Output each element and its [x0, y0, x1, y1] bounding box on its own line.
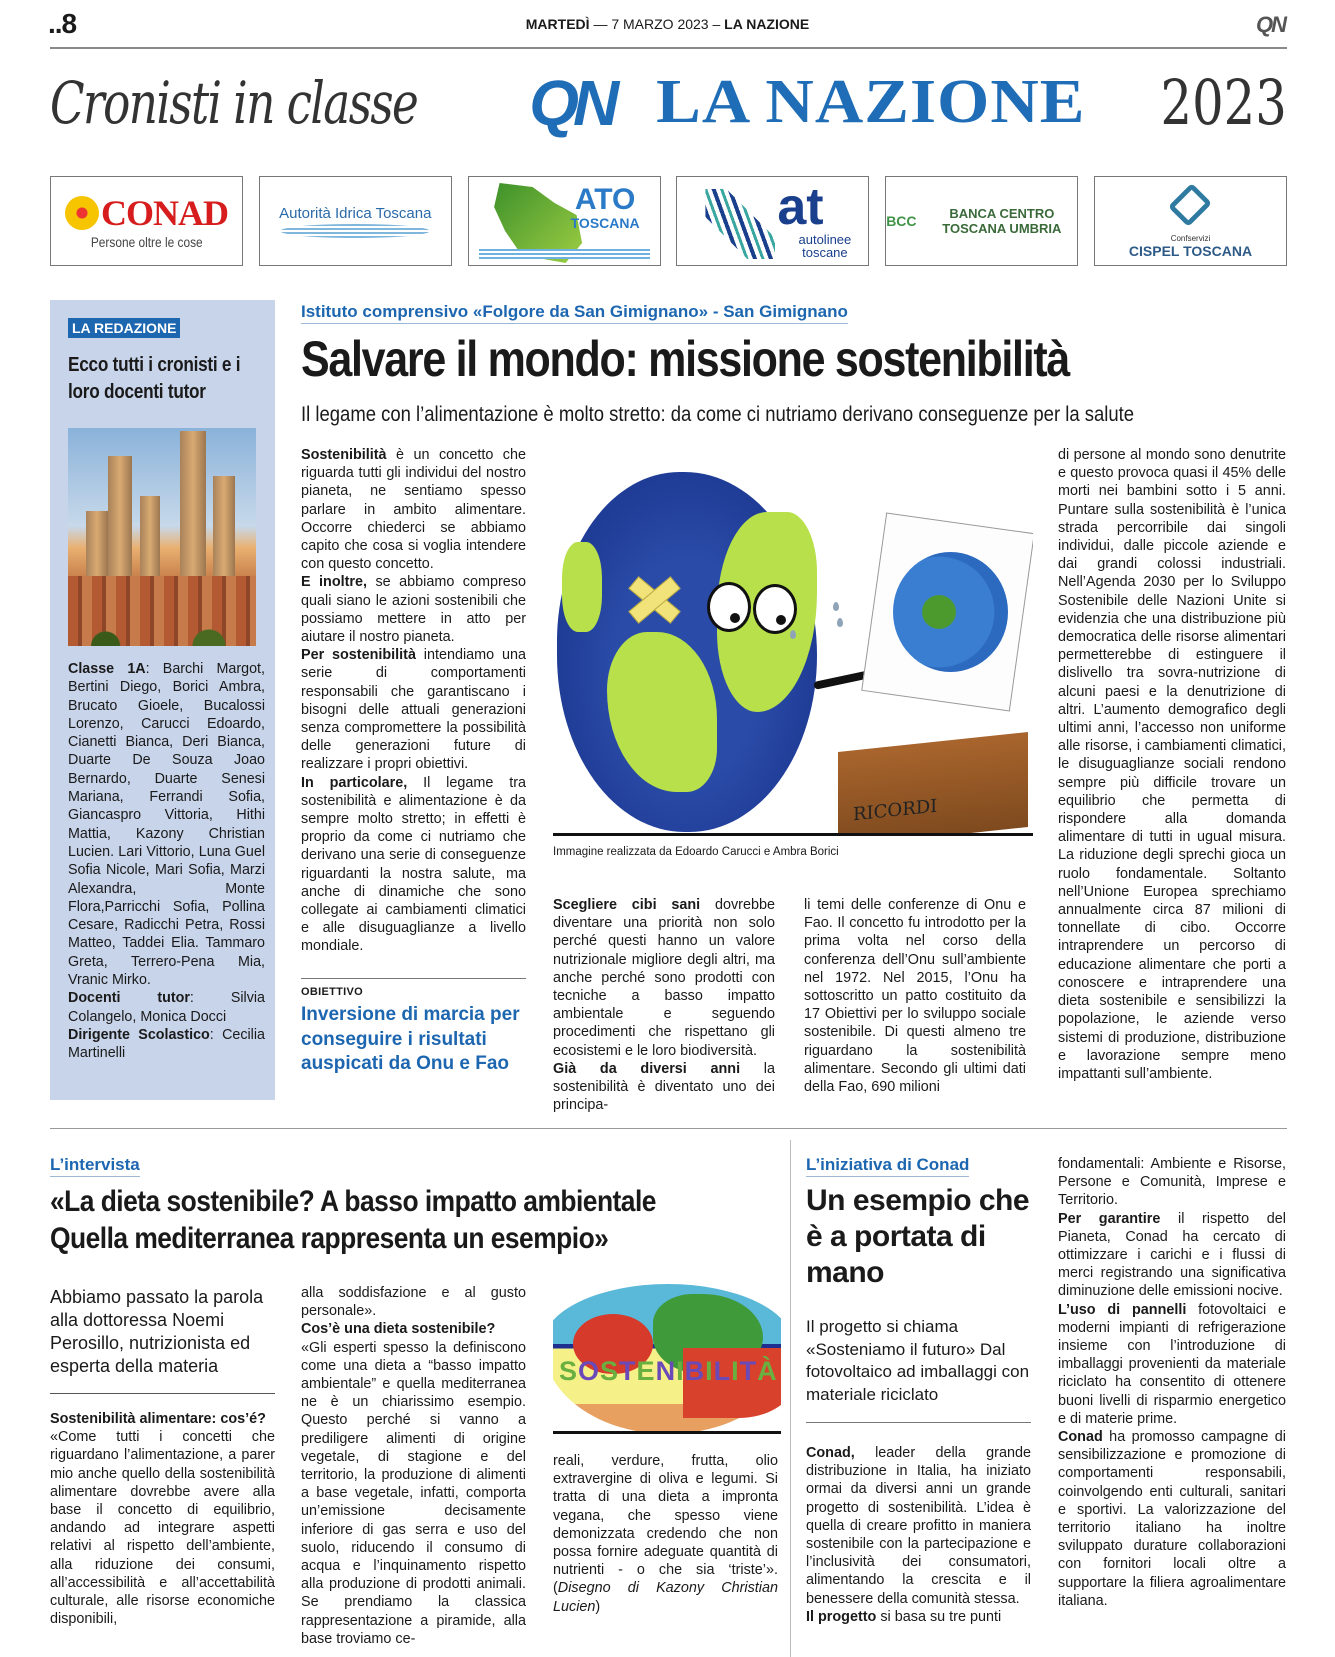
interview-column-2 — [301, 1284, 526, 1648]
interview-headline — [50, 1183, 656, 1257]
banner-script-title: Cronisti in classe — [50, 68, 418, 137]
headline-line-2: Quella mediterranea rappresenta un esempio» — [50, 1222, 609, 1255]
paragraph-lead: Sostenibilità — [301, 447, 387, 463]
paragraph-text: la sostenibilità è diventato uno dei principa- — [553, 1060, 775, 1114]
dateline-date: 7 MARZO 2023 — [611, 16, 709, 32]
dateline — [0, 16, 1335, 32]
headline-line-1: «La dieta sostenibile? A basso impatto ambientale — [50, 1185, 656, 1218]
sponsor-bcc[interactable] — [885, 176, 1078, 266]
article-column-2 — [553, 896, 775, 1114]
drawing-letter: I — [705, 1356, 714, 1386]
sidebar-roster — [68, 660, 265, 1063]
sponsor-tagline: autolinee toscane — [798, 232, 852, 260]
sidebar-tag: LA REDAZIONE — [68, 318, 180, 338]
tear-icon — [837, 618, 843, 627]
article-kicker: Istituto comprensivo «Folgore da San Gimignano» - San Gimignano — [301, 302, 848, 324]
paragraph-lead: Conad, — [806, 1445, 855, 1461]
tutor-names: : Silvia Colangelo, Monica Docci — [68, 990, 265, 1025]
paragraph — [1058, 1210, 1286, 1301]
paragraph-lead: Già da diversi anni — [553, 1060, 741, 1077]
drawing-letter: S — [600, 1356, 620, 1386]
conad-column-2 — [1058, 1155, 1286, 1610]
banner-year: 2023 — [1160, 66, 1287, 139]
sponsor-name: at — [777, 178, 824, 236]
article-headline: Salvare il mondo: missione sostenibilità — [301, 331, 1070, 387]
paragraph-text: se abbiamo compreso quali siano le azioni sostenibili che possiamo mettere in atto per aiutare il nostro pianeta. — [301, 574, 526, 646]
sponsor-tagline: TOSCANA — [570, 215, 640, 231]
article-column-4: di persone al mondo sono denutrite e questo provoca quasi il 45% delle morti nei bambini sotto i 5 anni. Puntare sulla sostenibilità è l’unica strada percorribile dai singoli individui, dalle piccole aziende e dai grandi colossi industriali. Nell’Agenda 2030 per lo Sviluppo Sostenibile delle Nazioni Unite si evidenzia che una distribuzione più democratica delle risorse alimentari permetterebbe di estinguere il dislivello tra sovra-nutrizione di alcuni paesi e la denutrizione di altri. L’aumento demografico degli ultimi anni, l’accesso non uniforme alle risorse, i cambiamenti climatici, le disuguaglianze sociali rendono sempre più difficile trovare un equilibrio che permetta di rispondere alla domanda alimentare di tutti in ugual misura. La riduzione degli sprechi gioca un ruolo fondamentale. Soltanto nell’Unione Europea sprechiamo annualmente circa 87 milioni di tonnellate di cibo. Occorre intraprendere un percorso di educazione alimentare che porti a conoscere e intraprendere una dieta sostenibile e sensibilizzi la popolazione, le aziende verso sistemi di produzione, distribuzione e lavorazione sempre meno impattanti sull’ambiente. — [1058, 447, 1286, 1082]
conad-divider — [806, 1422, 1031, 1423]
sidebar-redazione — [50, 300, 275, 1100]
paragraph — [553, 1060, 775, 1115]
sostenibilita-drawing — [553, 1284, 781, 1434]
sponsor-conad[interactable] — [50, 176, 243, 266]
healthy-earth-icon — [893, 552, 1008, 672]
section-divider — [50, 1128, 1287, 1129]
sidebar-title: Ecco tutti i cronisti e i loro docenti tutor — [68, 354, 241, 403]
interview-kicker: L’intervista — [50, 1155, 140, 1177]
drawing-word — [559, 1356, 778, 1387]
globe-character — [557, 472, 817, 832]
article-column-1 — [301, 446, 526, 956]
eye-icon — [753, 584, 797, 634]
banner-paper-name: LA NAZIONE — [656, 68, 1086, 136]
dateline-paper: LA NAZIONE — [724, 16, 810, 32]
dateline-sep: — — [593, 16, 612, 32]
san-gimignano-photo — [68, 428, 256, 646]
drawing-letter: N — [655, 1356, 677, 1386]
sponsor-name: CISPEL TOSCANA — [1128, 242, 1253, 259]
road-stripes-icon — [705, 189, 775, 259]
sponsor-tagline: BANCA CENTRO TOSCANA UMBRIA — [942, 206, 1062, 236]
sponsor-tagline: Persone oltre le cose — [90, 234, 203, 250]
paragraph-text: leader della grande distribuzione in Italia, ha iniziato ormai da diversi anni un grande progetto di sostenibilità. L’idea è quella di creare profitto in maniera sostenibile con la partecipazione e l’inclusività dei consumatori, alimentando la crescita e il benessere della comunità stessa. — [806, 1445, 1031, 1607]
column-divider — [790, 1140, 791, 1657]
article-subheadline: Il legame con l’alimentazione è molto stretto: da come ci nutriamo derivano conseguenze per la salute — [301, 403, 1135, 426]
image-caption: Immagine realizzata da Edoardo Carucci e Ambra Borici — [553, 846, 839, 858]
paragraph-text: fondamentali: Ambiente e Risorse, Persone e Comunità, Imprese e Territorio. — [1058, 1156, 1286, 1209]
dateline-day: MARTEDÌ — [525, 16, 590, 32]
drawing-credit: Disegno di Kazony Christian Lucien — [553, 1580, 778, 1615]
sponsor-autorita-idrica[interactable] — [259, 176, 452, 266]
drawing-letter: B — [684, 1356, 706, 1386]
interview-intro: Abbiamo passato la parola alla dottoressa Noemi Perosillo, nutrizionista ed esperta della materia — [50, 1287, 264, 1376]
sponsor-name: CONAD — [101, 193, 228, 233]
paragraph — [1058, 1428, 1286, 1610]
tear-icon — [833, 602, 839, 611]
class-names: : Barchi Margot, Bertini Diego, Borici Ambra, Brucato Gioele, Bucalossi Lorenzo, Carucci Edoardo, Cianetti Bianca, Deri Bianca, Duarte De Souza Joao Bernardo, Duarte Senesi Mariana, Ferrandi Sofia, Giancaspro Vittoria, Hithi Mattia, Kazony Christian Lucien. Lari Vittorio, Luna Guel Sofia Nicole, Mari Sofia, Marzi Alexandra, Monte Flora,Parricchi Sofia, Pollina Cesare, Radicchi Petra, Rossi Matteo, Taddei Elia. Tammaro Greta, Terrero-Pena Mia, Vranic Mirko. — [68, 661, 265, 989]
trees — [68, 624, 256, 646]
memory-box-label: RICORDI — [853, 795, 938, 826]
paragraph-lead: Per sostenibilità — [301, 647, 416, 664]
paragraph-lead: In particolare, — [301, 774, 408, 791]
sponsor-cispel[interactable] — [1094, 176, 1287, 266]
drawing-letter: S — [559, 1356, 579, 1386]
sponsor-autolinee-toscane[interactable] — [676, 176, 869, 266]
paragraph — [1058, 1301, 1286, 1428]
paragraph-text: Il legame tra sostenibilità e alimentazione è da sempre molto stretto; in effetti è proprio da come ci nutriamo che derivano una serie di conseguenze riguardanti la nostra salute, ma anche di dinamiche che sono collegate ai cambiamenti climatici e alle disuguaglianze a livello mondiale. — [301, 774, 526, 955]
answer: «Gli esperti spesso la definiscono come una dieta a “basso impatto ambientale” e quella mediterranea ne è un chiarissimo esempio. Questo perché si vanno a prediligere alimenti di origine vegetale, di stagione e del territorio, la produzione di alimenti a base vegetale, infatti, comporta un’emissione decisamente inferiore di gas serra e uso del suolo, riducendo il consumo di acqua e l’inquinamento rispetto alla produzione di prodotti animali. Se prendiamo la classica rappresentazione a piramide, alla base troviamo ce- — [301, 1339, 526, 1647]
paragraph-text: fotovoltaici e moderni impianti di refrigerazione insieme con l’introduzione di imballaggi provenienti da materiale riciclato ha consentito di ottenere buoni livelli di risparmio energetico e di materie prime. — [1058, 1301, 1286, 1427]
section-banner — [50, 60, 1287, 145]
paragraph — [1058, 1155, 1286, 1210]
answer-continued: alla soddisfazione e al gusto personale». — [301, 1285, 526, 1320]
drawing-letter: O — [578, 1356, 601, 1386]
tutor-label: Docenti tutor — [68, 990, 190, 1007]
drawing-letter: I — [676, 1356, 685, 1386]
dateline-sep2: – — [712, 16, 725, 32]
question-text: Cos’è una dieta sostenibile? — [301, 1321, 496, 1338]
tear-icon — [790, 630, 796, 639]
qn-logo: QN — [529, 66, 614, 139]
box-label: OBIETTIVO — [301, 986, 363, 998]
header-divider — [50, 47, 1287, 49]
continent-shape — [607, 632, 717, 792]
paragraph — [301, 774, 526, 956]
sponsor-ato-toscana[interactable] — [468, 176, 661, 266]
drawing-letter: I — [731, 1356, 740, 1386]
interview-column-3 — [553, 1452, 778, 1616]
answer: «Come tutti i concetti che riguardano l’alimentazione, a parer mio anche quello della sostenibilità alimentare dovrebbe avere alla base il concetto di equilibrio, andando ad integrare aspetti relativi al rispetto dell’ambiente, alla riduzione dei consumi, all’accessibilità e all’accettabilità culturale, alle risorse economiche disponibili, — [50, 1429, 275, 1628]
conad-headline: Un esempio che è a portata di mano — [806, 1184, 1030, 1289]
paragraph — [806, 1608, 1031, 1626]
paragraph-text: ha promosso campagne di sensibilizzazione e promozione di comportamenti responsabili, coinvolgendo enti culturali, sanitari e sportivi. La valorizzazione del territorio italiano ha inoltre sviluppato durature collaborazioni con fornitori locali oltre a supportare la filiera agroalimentare italiana. — [1058, 1429, 1286, 1609]
drawing-letter: E — [636, 1356, 656, 1386]
class-label: Classe 1A — [68, 661, 146, 677]
paragraph — [553, 896, 775, 1060]
page-number: ..8 — [48, 8, 77, 39]
conad-column-1 — [806, 1444, 1031, 1626]
paragraph-lead: E inoltre, — [301, 574, 368, 591]
paragraph — [301, 573, 526, 646]
drawing-letter: T — [739, 1356, 758, 1386]
paragraph — [301, 646, 526, 773]
cispel-logo-icon — [1168, 182, 1212, 226]
question — [301, 1320, 526, 1338]
paragraph — [806, 1444, 1031, 1608]
paragraph-text: dovrebbe diventare una priorità non solo perché questi hanno un valore nutrizionale migliore degli altri, ma anche perché sono prodotti con tecniche a basso impatto ambientale e seguendo procedimenti che rispettano gli ecosistemi e le loro biodiversità. — [553, 897, 775, 1059]
conad-kicker: L’iniziativa di Conad — [806, 1155, 969, 1177]
paragraph-lead: Conad — [1058, 1429, 1103, 1446]
paragraph-text: il rispetto del Pianeta, Conad ha cercato di ottimizzare i carichi e i flussi di merci registrando una significativa diminuzione delle emissioni nocive. — [1058, 1210, 1286, 1300]
paragraph-lead: Per garantire — [1058, 1210, 1161, 1227]
eye-icon — [707, 582, 751, 632]
drawing-letter: L — [713, 1356, 732, 1386]
intro-divider — [50, 1393, 275, 1394]
paragraph-lead: Il progetto — [806, 1608, 877, 1625]
article-column-3: li temi delle conferenze di Onu e Fao. Il concetto fu introdotto per la prima volta nel corso della conferenza dell’Onu sull’ambiente nel 1972. Nel 2015, l’Onu ha sottoscritto un patto costituito da 17 Obiettivi per lo sviluppo sociale sostenibile. Di questi almeno tre riguardano la sostenibilità alimentare. Secondo gli ultimi dati della Fao, 690 milioni — [804, 897, 1026, 1096]
interview-column-1 — [50, 1410, 275, 1628]
answer-continued: reali, verdure, frutta, olio extravergine di oliva e legumi. Si tratta di una dieta a impronta vegana, che spesso viene demonizzata credendo che non possa fornire adeguate quantità di nutrienti - o che sia ‘triste’». ( — [553, 1453, 778, 1597]
sponsor-name: ATO — [574, 183, 636, 216]
paragraph-text: è un concetto che riguarda tutti gli individui del nostro pianeta, ne sentiamo spesso parlare in ambito alimentare. Occorre chiederci se abbiamo capito che cosa si voglia intendere con questo concetto. — [301, 447, 526, 573]
qn-corner-logo: QN — [1256, 12, 1285, 37]
sponsor-name: Autorità Idrica Toscana — [279, 204, 432, 222]
crying-earth-drawing — [553, 452, 1033, 836]
water-waves-icon — [479, 249, 650, 259]
sponsor-strip — [50, 176, 1287, 266]
continent-shape — [562, 542, 602, 632]
conad-subheadline: Il progetto si chiama «Sosteniamo il futuro» Dal fotovoltaico ad imballaggi con materiale riciclato — [806, 1317, 1030, 1404]
conad-flower-icon — [65, 196, 99, 230]
paragraph-text: intendiamo una serie di comportamenti responsabili che garantiscano i bisogni delle attuali generazioni senza compromettere la possibilità delle generazioni future di realizzare i propri obiettivi. — [301, 647, 526, 773]
box-title: Inversione di marcia per conseguire i risultati auspicati da Onu e Fao — [301, 1004, 520, 1074]
question-text: Sostenibilità alimentare: cos’é? — [50, 1411, 266, 1427]
paragraph-text: si basa su tre punti — [876, 1608, 1002, 1625]
sponsor-name: BCC — [886, 213, 917, 229]
paragraph-lead: L’uso di pannelli — [1058, 1301, 1187, 1318]
principal-name: : Cecilia Martinelli — [68, 1026, 265, 1062]
sponsor-tagline: Confservizi — [1170, 233, 1211, 243]
drawing-letter: T — [619, 1356, 637, 1386]
credit-close: ) — [595, 1598, 601, 1615]
paragraph-lead: Scegliere cibi sani — [553, 897, 701, 913]
water-waves-icon — [280, 224, 430, 238]
box-divider — [301, 978, 526, 979]
paragraph — [301, 446, 526, 573]
drawing-letter: À — [757, 1356, 778, 1386]
question — [50, 1410, 275, 1428]
principal-label: Dirigente Scolastico — [68, 1026, 210, 1043]
